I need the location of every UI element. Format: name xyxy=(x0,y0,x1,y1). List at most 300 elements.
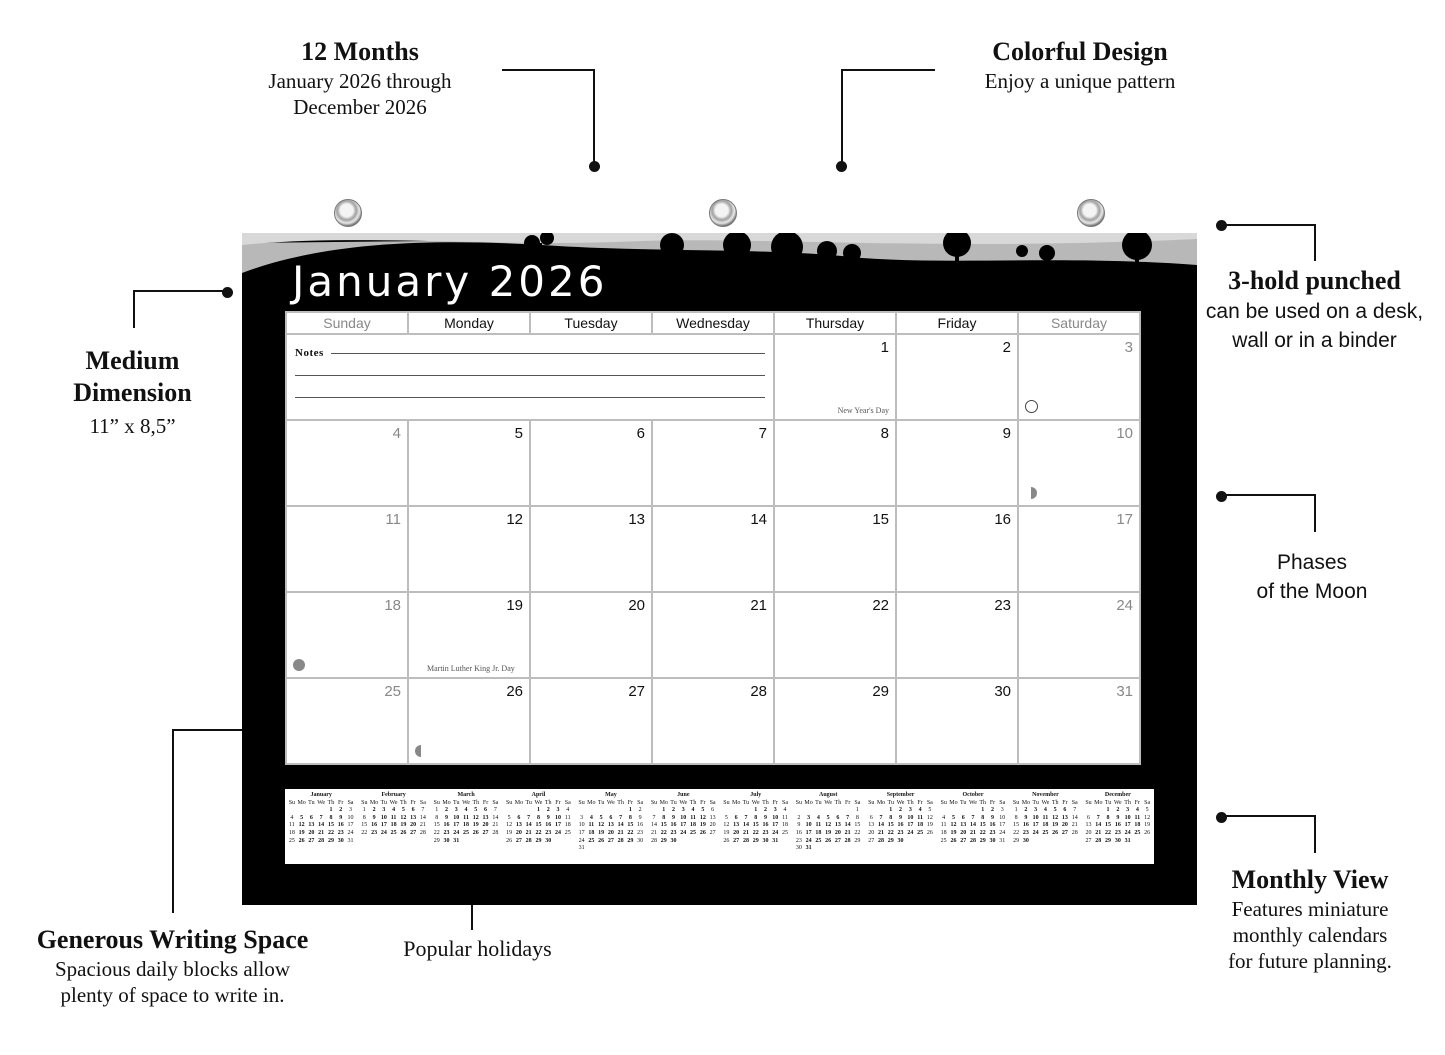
mini-day: 11 xyxy=(1042,814,1049,821)
mini-day: 28 xyxy=(617,837,624,844)
mini-week-row xyxy=(430,822,502,830)
mini-week-row xyxy=(502,830,574,838)
mini-day: 25 xyxy=(390,829,397,836)
holiday-label: New Year's Day xyxy=(837,406,889,415)
mini-week-row xyxy=(647,815,719,823)
mini-day: 26 xyxy=(1144,829,1151,836)
mini-day: 16 xyxy=(637,822,644,829)
day-number: 23 xyxy=(994,597,1011,614)
mini-week-row xyxy=(430,807,502,815)
mini-weekday: Tu xyxy=(887,799,895,806)
mini-day: 9 xyxy=(1116,814,1120,821)
mini-day: 21 xyxy=(525,829,532,836)
mini-day: 28 xyxy=(419,829,426,836)
mini-weekday: Th xyxy=(1124,799,1131,806)
mini-day: 17 xyxy=(805,829,812,836)
leader-line xyxy=(172,729,242,731)
day-cell[interactable] xyxy=(286,678,408,764)
mini-day: 2 xyxy=(1116,807,1120,814)
mini-day: 24 xyxy=(772,829,779,836)
mini-week-row xyxy=(864,815,936,823)
mini-day: 5 xyxy=(401,807,405,814)
mini-day: 18 xyxy=(940,829,947,836)
callout-title: Generous Writing Space xyxy=(36,925,309,954)
mini-day: 22 xyxy=(433,829,440,836)
mini-day: 1 xyxy=(329,807,333,814)
callout-text: Features miniature xyxy=(1231,897,1389,921)
mini-weekday: Th xyxy=(617,799,624,806)
day-cell[interactable] xyxy=(652,506,774,592)
leader-line xyxy=(133,290,227,292)
mini-day: 16 xyxy=(545,822,552,829)
mini-day: 17 xyxy=(554,822,561,829)
mini-weekday: We xyxy=(751,799,760,806)
mini-day xyxy=(1060,838,1069,846)
day-cell[interactable] xyxy=(530,592,652,678)
mini-day: 18 xyxy=(588,829,595,836)
mini-day: 2 xyxy=(339,807,343,814)
day-number: 20 xyxy=(628,597,645,614)
mini-day: 27 xyxy=(834,837,841,844)
notes-block[interactable] xyxy=(286,334,774,420)
mini-day: 12 xyxy=(1144,814,1151,821)
day-number: 12 xyxy=(506,511,523,528)
day-number: 18 xyxy=(384,597,401,614)
mini-weekday: Su xyxy=(795,799,802,806)
day-cell[interactable] xyxy=(896,334,1018,420)
mini-week-row xyxy=(285,830,357,838)
mini-day: 18 xyxy=(288,829,295,836)
mini-day: 22 xyxy=(887,829,894,836)
day-cell[interactable] xyxy=(896,506,1018,592)
weekday-label: Sunday xyxy=(286,312,408,334)
mini-weekday: We xyxy=(824,799,833,806)
mini-day xyxy=(616,845,625,853)
day-cell[interactable] xyxy=(1018,592,1140,678)
mini-day: 10 xyxy=(453,814,460,821)
leader-line xyxy=(593,69,595,166)
mini-weekday: Fr xyxy=(482,799,489,806)
day-cell[interactable] xyxy=(408,592,530,678)
mini-day: 3 xyxy=(348,807,352,814)
mini-day: 11 xyxy=(690,814,696,821)
mini-day xyxy=(698,838,707,846)
mini-day xyxy=(616,807,625,815)
mini-day xyxy=(649,807,658,815)
mini-day xyxy=(824,845,833,853)
mini-day: 29 xyxy=(979,837,986,844)
mini-day: 15 xyxy=(1105,822,1112,829)
mini-week-row xyxy=(792,845,864,853)
mini-day: 2 xyxy=(372,807,376,814)
mini-weekday: Sa xyxy=(782,799,788,806)
mini-weekday: Su xyxy=(361,799,368,806)
mini-day: 11 xyxy=(940,822,947,829)
mini-day: 18 xyxy=(564,822,571,829)
mini-day: 23 xyxy=(762,829,769,836)
mini-day: 30 xyxy=(337,837,344,844)
mini-day: 27 xyxy=(868,837,875,844)
mini-day xyxy=(867,807,876,815)
mini-day: 2 xyxy=(672,807,676,814)
last-quarter-moon-icon xyxy=(1025,487,1037,499)
mini-weekday: Su xyxy=(723,799,730,806)
mini-weekday-row xyxy=(1082,800,1154,808)
day-number: 22 xyxy=(872,597,889,614)
mini-week-row xyxy=(720,830,792,838)
leader-dot xyxy=(589,161,600,172)
mini-day: 9 xyxy=(797,822,801,829)
mini-weekday: We xyxy=(896,799,905,806)
day-cell[interactable] xyxy=(1018,678,1140,764)
mini-weekday: Su xyxy=(1012,799,1020,806)
callout-monthly-view xyxy=(1200,864,1420,974)
mini-day: 26 xyxy=(950,837,957,844)
mini-week-row xyxy=(285,822,357,830)
day-number: 19 xyxy=(506,597,523,614)
mini-weekday: Fr xyxy=(1062,799,1068,806)
callout-title: Dimension xyxy=(73,378,192,407)
mini-day: 27 xyxy=(733,837,740,844)
mini-weekday: Sa xyxy=(419,799,426,806)
leader-line xyxy=(841,69,935,71)
mini-week-row xyxy=(937,815,1009,823)
mini-day xyxy=(968,807,977,815)
callout-3-hold-punched xyxy=(1192,265,1437,355)
mini-week-row xyxy=(502,815,574,823)
mini-week-row xyxy=(792,838,864,846)
mini-day: 26 xyxy=(298,837,305,844)
mini-day: 8 xyxy=(628,814,632,821)
callout-text: Enjoy a unique pattern xyxy=(984,69,1176,93)
callout-title: Monthly View xyxy=(1231,865,1389,894)
day-number: 25 xyxy=(384,683,401,700)
mini-day: 19 xyxy=(950,829,957,836)
mini-day: 6 xyxy=(484,807,488,814)
mini-weekday: Sa xyxy=(1144,799,1151,806)
mini-day: 20 xyxy=(709,822,716,829)
mini-day: 14 xyxy=(419,814,426,821)
grommet-icon xyxy=(1077,199,1105,227)
day-cell[interactable] xyxy=(286,420,408,506)
callout-title: 12 Months xyxy=(301,37,419,66)
mini-weekday: Fr xyxy=(989,799,996,806)
mini-week-row xyxy=(1082,807,1154,815)
mini-weekday: Sa xyxy=(564,799,571,806)
leader-line xyxy=(1314,494,1316,532)
mini-day: 27 xyxy=(960,837,967,844)
day-number: 4 xyxy=(392,425,401,442)
weekday-label: Monday xyxy=(408,312,530,334)
day-number: 17 xyxy=(1116,511,1133,528)
mini-day: 4 xyxy=(1043,807,1047,814)
day-cell[interactable] xyxy=(896,678,1018,764)
mini-day xyxy=(471,838,480,846)
mini-day: 1 xyxy=(1014,807,1018,814)
mini-day: 13 xyxy=(1085,822,1092,829)
mini-day: 27 xyxy=(308,837,315,844)
mini-weekday: Th xyxy=(544,799,552,806)
mini-week-row xyxy=(864,807,936,815)
mini-day: 6 xyxy=(961,814,965,821)
mini-week-row xyxy=(864,822,936,830)
mini-weekday: Mo xyxy=(876,799,886,806)
mini-day: 25 xyxy=(564,829,571,836)
mini-day: 12 xyxy=(1052,814,1059,821)
mini-day: 17 xyxy=(380,822,387,829)
day-cell[interactable] xyxy=(896,592,1018,678)
day-cell[interactable] xyxy=(1018,506,1140,592)
mini-day: 18 xyxy=(1042,822,1049,829)
mini-day: 30 xyxy=(1114,837,1121,844)
weekday-label: Wednesday xyxy=(652,312,774,334)
day-cell[interactable] xyxy=(408,678,530,764)
mini-day xyxy=(462,838,471,846)
day-cell[interactable] xyxy=(652,678,774,764)
mini-day: 22 xyxy=(979,829,986,836)
mini-day: 12 xyxy=(598,822,605,829)
mini-week-row xyxy=(792,815,864,823)
mini-day: 13 xyxy=(607,822,614,829)
mini-day: 7 xyxy=(1073,807,1077,814)
mini-day: 4 xyxy=(589,814,593,821)
mini-day: 27 xyxy=(515,837,522,844)
mini-day: 2 xyxy=(1024,807,1028,814)
mini-weekday: Mo xyxy=(514,799,524,806)
mini-month-title: March xyxy=(457,792,475,798)
mini-day: 25 xyxy=(1134,829,1141,836)
mini-day: 20 xyxy=(1061,822,1068,829)
mini-month-title: November xyxy=(1032,792,1059,798)
leader-line xyxy=(502,69,595,71)
mini-day: 8 xyxy=(754,814,758,821)
mini-weekday: Su xyxy=(940,799,947,806)
mini-day: 1 xyxy=(981,807,985,814)
mini-weekday: Fr xyxy=(410,799,416,806)
mini-day: 16 xyxy=(795,829,802,836)
mini-day: 4 xyxy=(783,807,787,814)
day-cell[interactable] xyxy=(1018,420,1140,506)
callout-text: December 2026 xyxy=(293,95,427,119)
mini-day: 11 xyxy=(1134,814,1141,821)
day-cell[interactable] xyxy=(652,420,774,506)
day-cell[interactable] xyxy=(652,592,774,678)
callout-title: Medium xyxy=(85,346,180,375)
mini-week-row xyxy=(1009,807,1081,815)
mini-weekday-row xyxy=(792,800,864,808)
day-number: 16 xyxy=(994,511,1011,528)
mini-day xyxy=(708,838,717,846)
mini-day: 20 xyxy=(868,829,875,836)
mini-day: 25 xyxy=(588,837,595,844)
mini-day: 4 xyxy=(1135,807,1139,814)
mini-day xyxy=(925,838,934,846)
mini-weekday: Fr xyxy=(700,799,706,806)
mini-weekday: We xyxy=(317,799,326,806)
mini-day: 19 xyxy=(723,829,730,836)
mini-day: 14 xyxy=(617,822,624,829)
mini-day: 22 xyxy=(361,829,368,836)
mini-day: 8 xyxy=(855,814,859,821)
mini-day: 16 xyxy=(670,822,677,829)
day-cell[interactable] xyxy=(774,592,896,678)
mini-day xyxy=(317,807,326,815)
mini-day: 27 xyxy=(709,829,716,836)
mini-day: 22 xyxy=(1105,829,1112,836)
day-cell[interactable] xyxy=(1018,334,1140,420)
mini-day: 11 xyxy=(815,822,822,829)
mini-day xyxy=(481,838,490,846)
mini-week-row xyxy=(575,845,647,853)
weekday-label: Thursday xyxy=(774,312,896,334)
mini-day: 21 xyxy=(419,822,426,829)
day-cell[interactable] xyxy=(408,506,530,592)
mini-month-title: May xyxy=(605,792,617,798)
mini-day: 1 xyxy=(754,807,758,814)
notes-line xyxy=(331,353,765,354)
mini-day: 8 xyxy=(536,814,540,821)
month-title: January 2026 xyxy=(292,257,608,306)
mini-day: 3 xyxy=(580,814,584,821)
mini-day: 21 xyxy=(318,829,325,836)
mini-day xyxy=(1070,838,1079,846)
mini-week-row xyxy=(864,830,936,838)
day-cell[interactable] xyxy=(896,420,1018,506)
mini-weekday: Su xyxy=(868,799,875,806)
mini-day xyxy=(553,838,562,846)
mini-week-row xyxy=(1082,822,1154,830)
mini-day: 8 xyxy=(1106,814,1110,821)
first-quarter-moon-icon xyxy=(415,745,427,757)
mini-day: 16 xyxy=(897,822,904,829)
leader-line xyxy=(133,290,135,328)
mini-weekday: Fr xyxy=(1134,799,1141,806)
mini-month-title: February xyxy=(381,792,406,798)
month-grid xyxy=(285,311,1141,765)
mini-day: 11 xyxy=(463,814,469,821)
week-row xyxy=(286,420,1140,506)
day-cell[interactable] xyxy=(530,678,652,764)
mini-day: 4 xyxy=(464,807,468,814)
mini-week-row xyxy=(285,807,357,815)
mini-day xyxy=(1051,838,1060,846)
mini-day: 31 xyxy=(347,837,354,844)
mini-week-row xyxy=(1082,815,1154,823)
mini-day: 31 xyxy=(578,845,585,852)
mini-month-december xyxy=(1082,789,1154,864)
mini-day: 15 xyxy=(854,822,861,829)
mini-day: 28 xyxy=(844,837,851,844)
mini-weekday-row xyxy=(575,800,647,808)
mini-day: 14 xyxy=(742,822,749,829)
mini-day: 11 xyxy=(564,814,571,821)
mini-day: 9 xyxy=(991,814,994,821)
mini-day: 21 xyxy=(650,829,657,836)
mini-day: 29 xyxy=(1013,837,1020,844)
mini-day: 15 xyxy=(979,822,986,829)
mini-day: 25 xyxy=(815,837,822,844)
mini-day: 1 xyxy=(362,807,366,814)
day-cell[interactable] xyxy=(408,420,530,506)
mini-day: 23 xyxy=(637,829,644,836)
mini-day: 2 xyxy=(444,807,448,814)
mini-month-title: June xyxy=(677,792,690,798)
mini-weekday: Th xyxy=(400,799,407,806)
mini-day: 20 xyxy=(515,829,522,836)
mini-day xyxy=(1133,838,1142,846)
mini-weekday: Mo xyxy=(442,799,451,806)
day-cell[interactable] xyxy=(774,334,896,420)
mini-week-row xyxy=(575,838,647,846)
mini-day: 7 xyxy=(319,814,323,821)
callout-popular-holidays xyxy=(370,936,585,962)
mini-day: 22 xyxy=(627,829,634,836)
mini-weekday: Mo xyxy=(659,799,668,806)
mini-month-february xyxy=(357,789,429,864)
mini-day: 8 xyxy=(1014,814,1018,821)
day-cell[interactable] xyxy=(530,420,652,506)
mini-day: 13 xyxy=(733,822,740,829)
mini-day: 23 xyxy=(443,829,450,836)
day-cell[interactable] xyxy=(286,506,408,592)
mini-day: 24 xyxy=(554,829,561,836)
mini-day: 1 xyxy=(855,807,859,814)
day-cell[interactable] xyxy=(774,420,896,506)
callout-text: wall or in a binder xyxy=(1232,329,1397,352)
day-cell[interactable] xyxy=(530,506,652,592)
mini-weekday: Fr xyxy=(555,799,561,806)
mini-week-row xyxy=(502,822,574,830)
leader-dot xyxy=(1216,812,1227,823)
mini-week-row xyxy=(937,830,1009,838)
mini-day: 5 xyxy=(951,814,955,821)
day-cell[interactable] xyxy=(774,506,896,592)
mini-day: 25 xyxy=(288,837,295,844)
mini-day xyxy=(563,838,572,846)
leader-dot xyxy=(222,287,233,298)
mini-day: 2 xyxy=(991,807,994,814)
leader-line xyxy=(1221,224,1316,226)
mini-day: 17 xyxy=(1124,822,1131,829)
mini-weekday: We xyxy=(462,799,470,806)
mini-day: 18 xyxy=(390,822,397,829)
mini-week-row xyxy=(357,807,429,815)
mini-day: 12 xyxy=(723,822,730,829)
mini-day: 19 xyxy=(825,829,832,836)
mini-day: 27 xyxy=(607,837,614,844)
mini-day: 15 xyxy=(627,822,634,829)
mini-day: 13 xyxy=(834,822,841,829)
mini-day: 31 xyxy=(999,837,1006,844)
mini-day: 6 xyxy=(711,807,715,814)
mini-day xyxy=(606,807,615,815)
mini-day xyxy=(597,807,606,815)
day-cell[interactable] xyxy=(286,592,408,678)
mini-day xyxy=(587,807,596,815)
mini-day: 26 xyxy=(400,829,407,836)
mini-weekday: Su xyxy=(1085,799,1092,806)
mini-month-title: April xyxy=(531,792,546,798)
mini-day: 29 xyxy=(627,837,634,844)
mini-day: 29 xyxy=(660,837,667,844)
mini-day xyxy=(814,845,823,853)
mini-day xyxy=(1143,838,1152,846)
day-cell[interactable] xyxy=(774,678,896,764)
mini-weekday: Tu xyxy=(815,799,822,806)
mini-day: 12 xyxy=(950,822,957,829)
day-number: 13 xyxy=(628,511,645,528)
mini-day: 10 xyxy=(380,814,387,821)
